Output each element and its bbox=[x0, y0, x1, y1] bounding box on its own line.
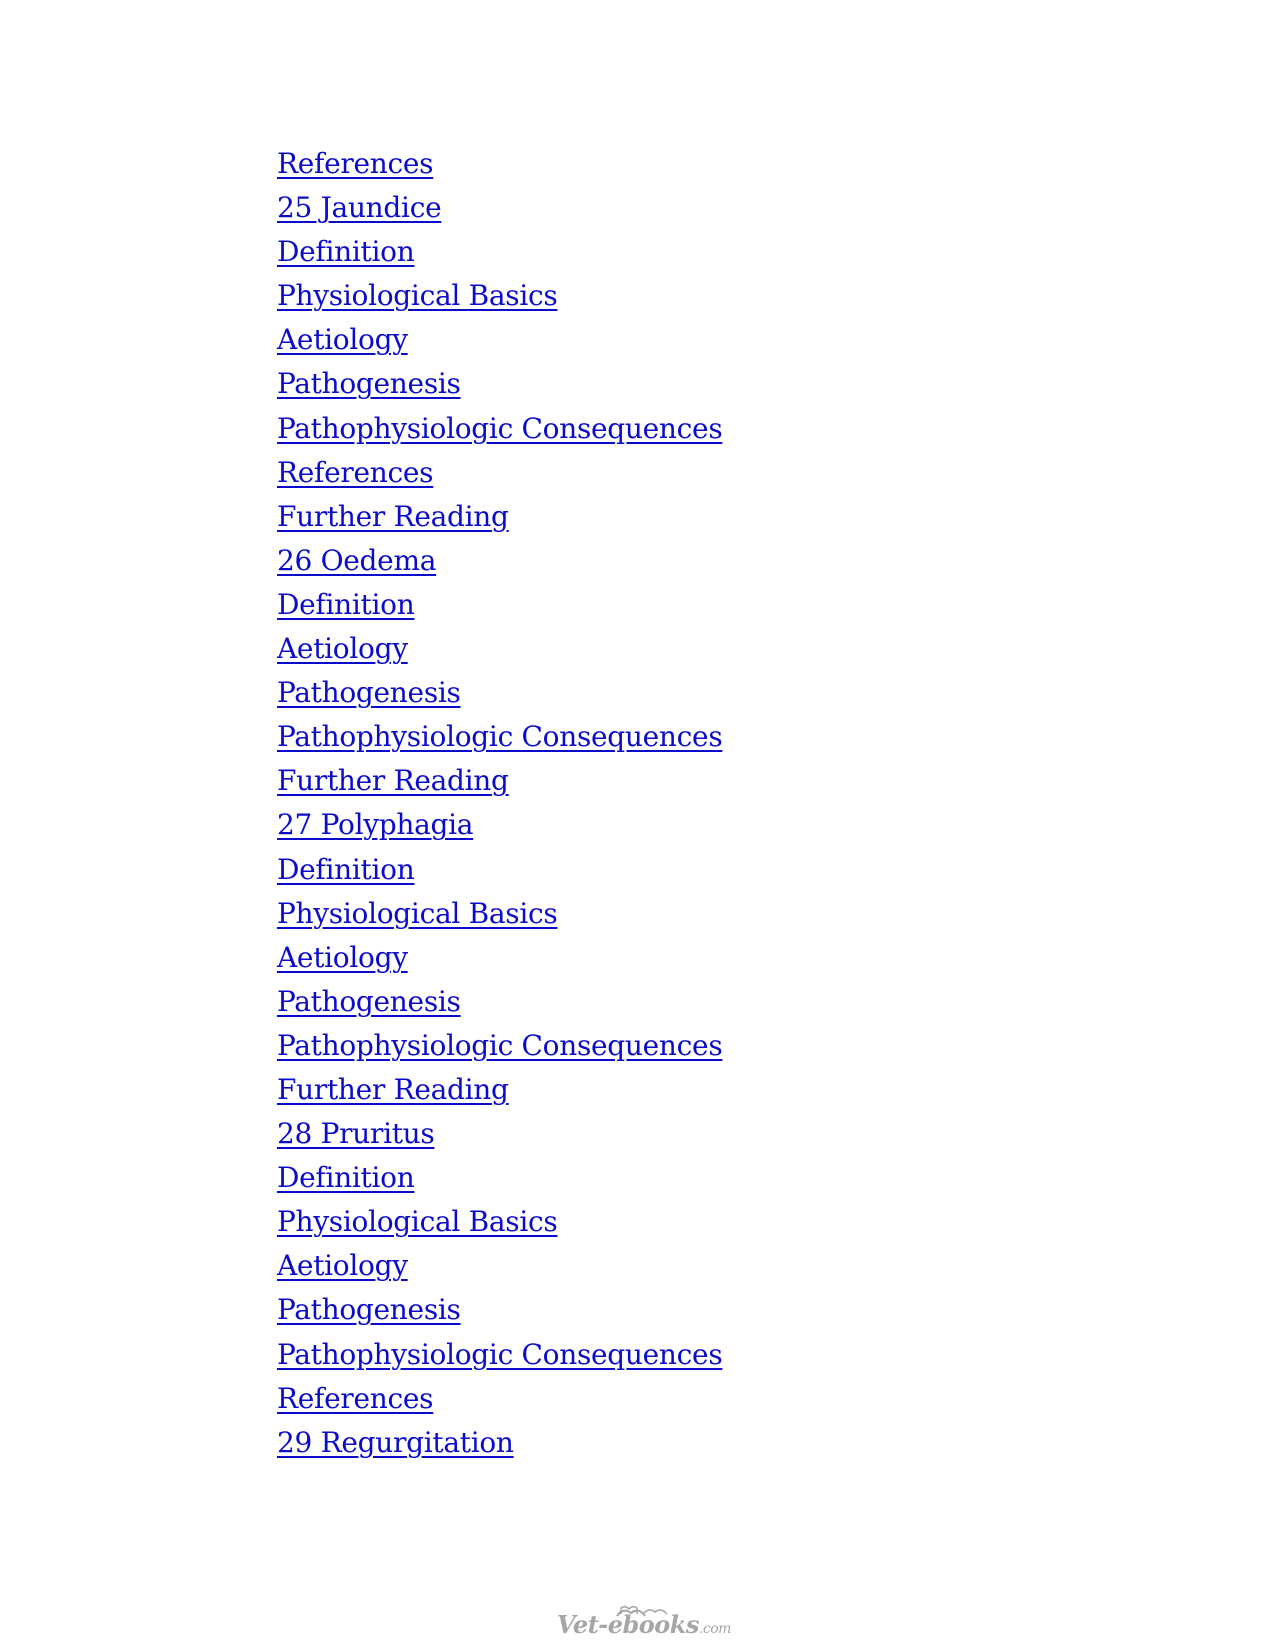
toc-item bbox=[277, 142, 722, 186]
toc-item bbox=[277, 495, 722, 539]
toc-link[interactable]: References bbox=[277, 1381, 434, 1415]
toc-item bbox=[277, 274, 722, 318]
toc-item bbox=[277, 1244, 722, 1288]
watermark-text bbox=[557, 1610, 731, 1639]
toc-link[interactable]: Aetiology bbox=[277, 1249, 408, 1283]
toc-item bbox=[277, 715, 722, 759]
toc-item bbox=[277, 936, 722, 980]
toc-item bbox=[277, 1200, 722, 1244]
toc-link[interactable]: 28 Pruritus bbox=[277, 1117, 435, 1151]
toc-link[interactable]: Pathogenesis bbox=[277, 676, 461, 710]
toc-item bbox=[277, 627, 722, 671]
toc-item bbox=[277, 407, 722, 451]
toc-item bbox=[277, 759, 722, 803]
toc-link[interactable]: Further Reading bbox=[277, 764, 509, 798]
toc-link[interactable]: Definition bbox=[277, 852, 415, 886]
toc-link[interactable]: References bbox=[277, 147, 434, 180]
toc-item bbox=[277, 803, 722, 847]
toc-item bbox=[277, 1421, 722, 1465]
toc-link[interactable]: Physiological Basics bbox=[277, 279, 558, 313]
toc-item bbox=[277, 980, 722, 1024]
toc-link[interactable]: 29 Regurgitation bbox=[277, 1425, 514, 1459]
toc-link[interactable]: Pathogenesis bbox=[277, 1293, 461, 1327]
toc-item bbox=[277, 892, 722, 936]
toc-link[interactable]: Aetiology bbox=[277, 940, 408, 974]
toc-link[interactable]: Further Reading bbox=[277, 499, 509, 533]
toc-link[interactable]: Definition bbox=[277, 235, 415, 269]
toc-link[interactable]: Pathogenesis bbox=[277, 984, 461, 1018]
toc-item bbox=[277, 186, 722, 230]
toc-item bbox=[277, 1156, 722, 1200]
toc-link[interactable]: Pathophysiologic Consequences bbox=[277, 720, 723, 754]
toc-link[interactable]: 25 Jaundice bbox=[277, 191, 442, 225]
toc-item bbox=[277, 362, 722, 406]
toc-link[interactable]: Pathophysiologic Consequences bbox=[277, 411, 723, 445]
toc-link[interactable]: Physiological Basics bbox=[277, 1205, 558, 1239]
toc-item bbox=[277, 1288, 722, 1332]
toc-link[interactable]: Physiological Basics bbox=[277, 896, 558, 930]
toc-item bbox=[277, 1068, 722, 1112]
toc-item bbox=[277, 1112, 722, 1156]
watermark-logo bbox=[555, 1602, 731, 1639]
toc-item bbox=[277, 583, 722, 627]
toc-link[interactable]: 26 Oedema bbox=[277, 543, 437, 577]
toc-item bbox=[277, 318, 722, 362]
toc-item bbox=[277, 230, 722, 274]
toc-item bbox=[277, 451, 722, 495]
table-of-contents bbox=[277, 142, 722, 1465]
toc-link[interactable]: Pathophysiologic Consequences bbox=[277, 1028, 723, 1062]
toc-link[interactable]: Aetiology bbox=[277, 632, 408, 666]
toc-link[interactable]: Further Reading bbox=[277, 1072, 509, 1106]
watermark-suffix: .com bbox=[698, 1621, 731, 1637]
toc-item bbox=[277, 539, 722, 583]
toc-item bbox=[277, 848, 722, 892]
toc-link[interactable]: Definition bbox=[277, 587, 415, 621]
toc-link[interactable]: Pathogenesis bbox=[277, 367, 461, 401]
toc-link[interactable]: Definition bbox=[277, 1161, 415, 1195]
watermark-main: Vet-ebooks bbox=[557, 1610, 699, 1639]
toc-link[interactable]: References bbox=[277, 455, 434, 489]
toc-link[interactable]: Aetiology bbox=[277, 323, 408, 357]
toc-item bbox=[277, 1333, 722, 1377]
toc-item bbox=[277, 1377, 722, 1421]
toc-link[interactable]: 27 Polyphagia bbox=[277, 808, 474, 842]
toc-link[interactable]: Pathophysiologic Consequences bbox=[277, 1337, 723, 1371]
toc-item bbox=[277, 1024, 722, 1068]
toc-item bbox=[277, 671, 722, 715]
